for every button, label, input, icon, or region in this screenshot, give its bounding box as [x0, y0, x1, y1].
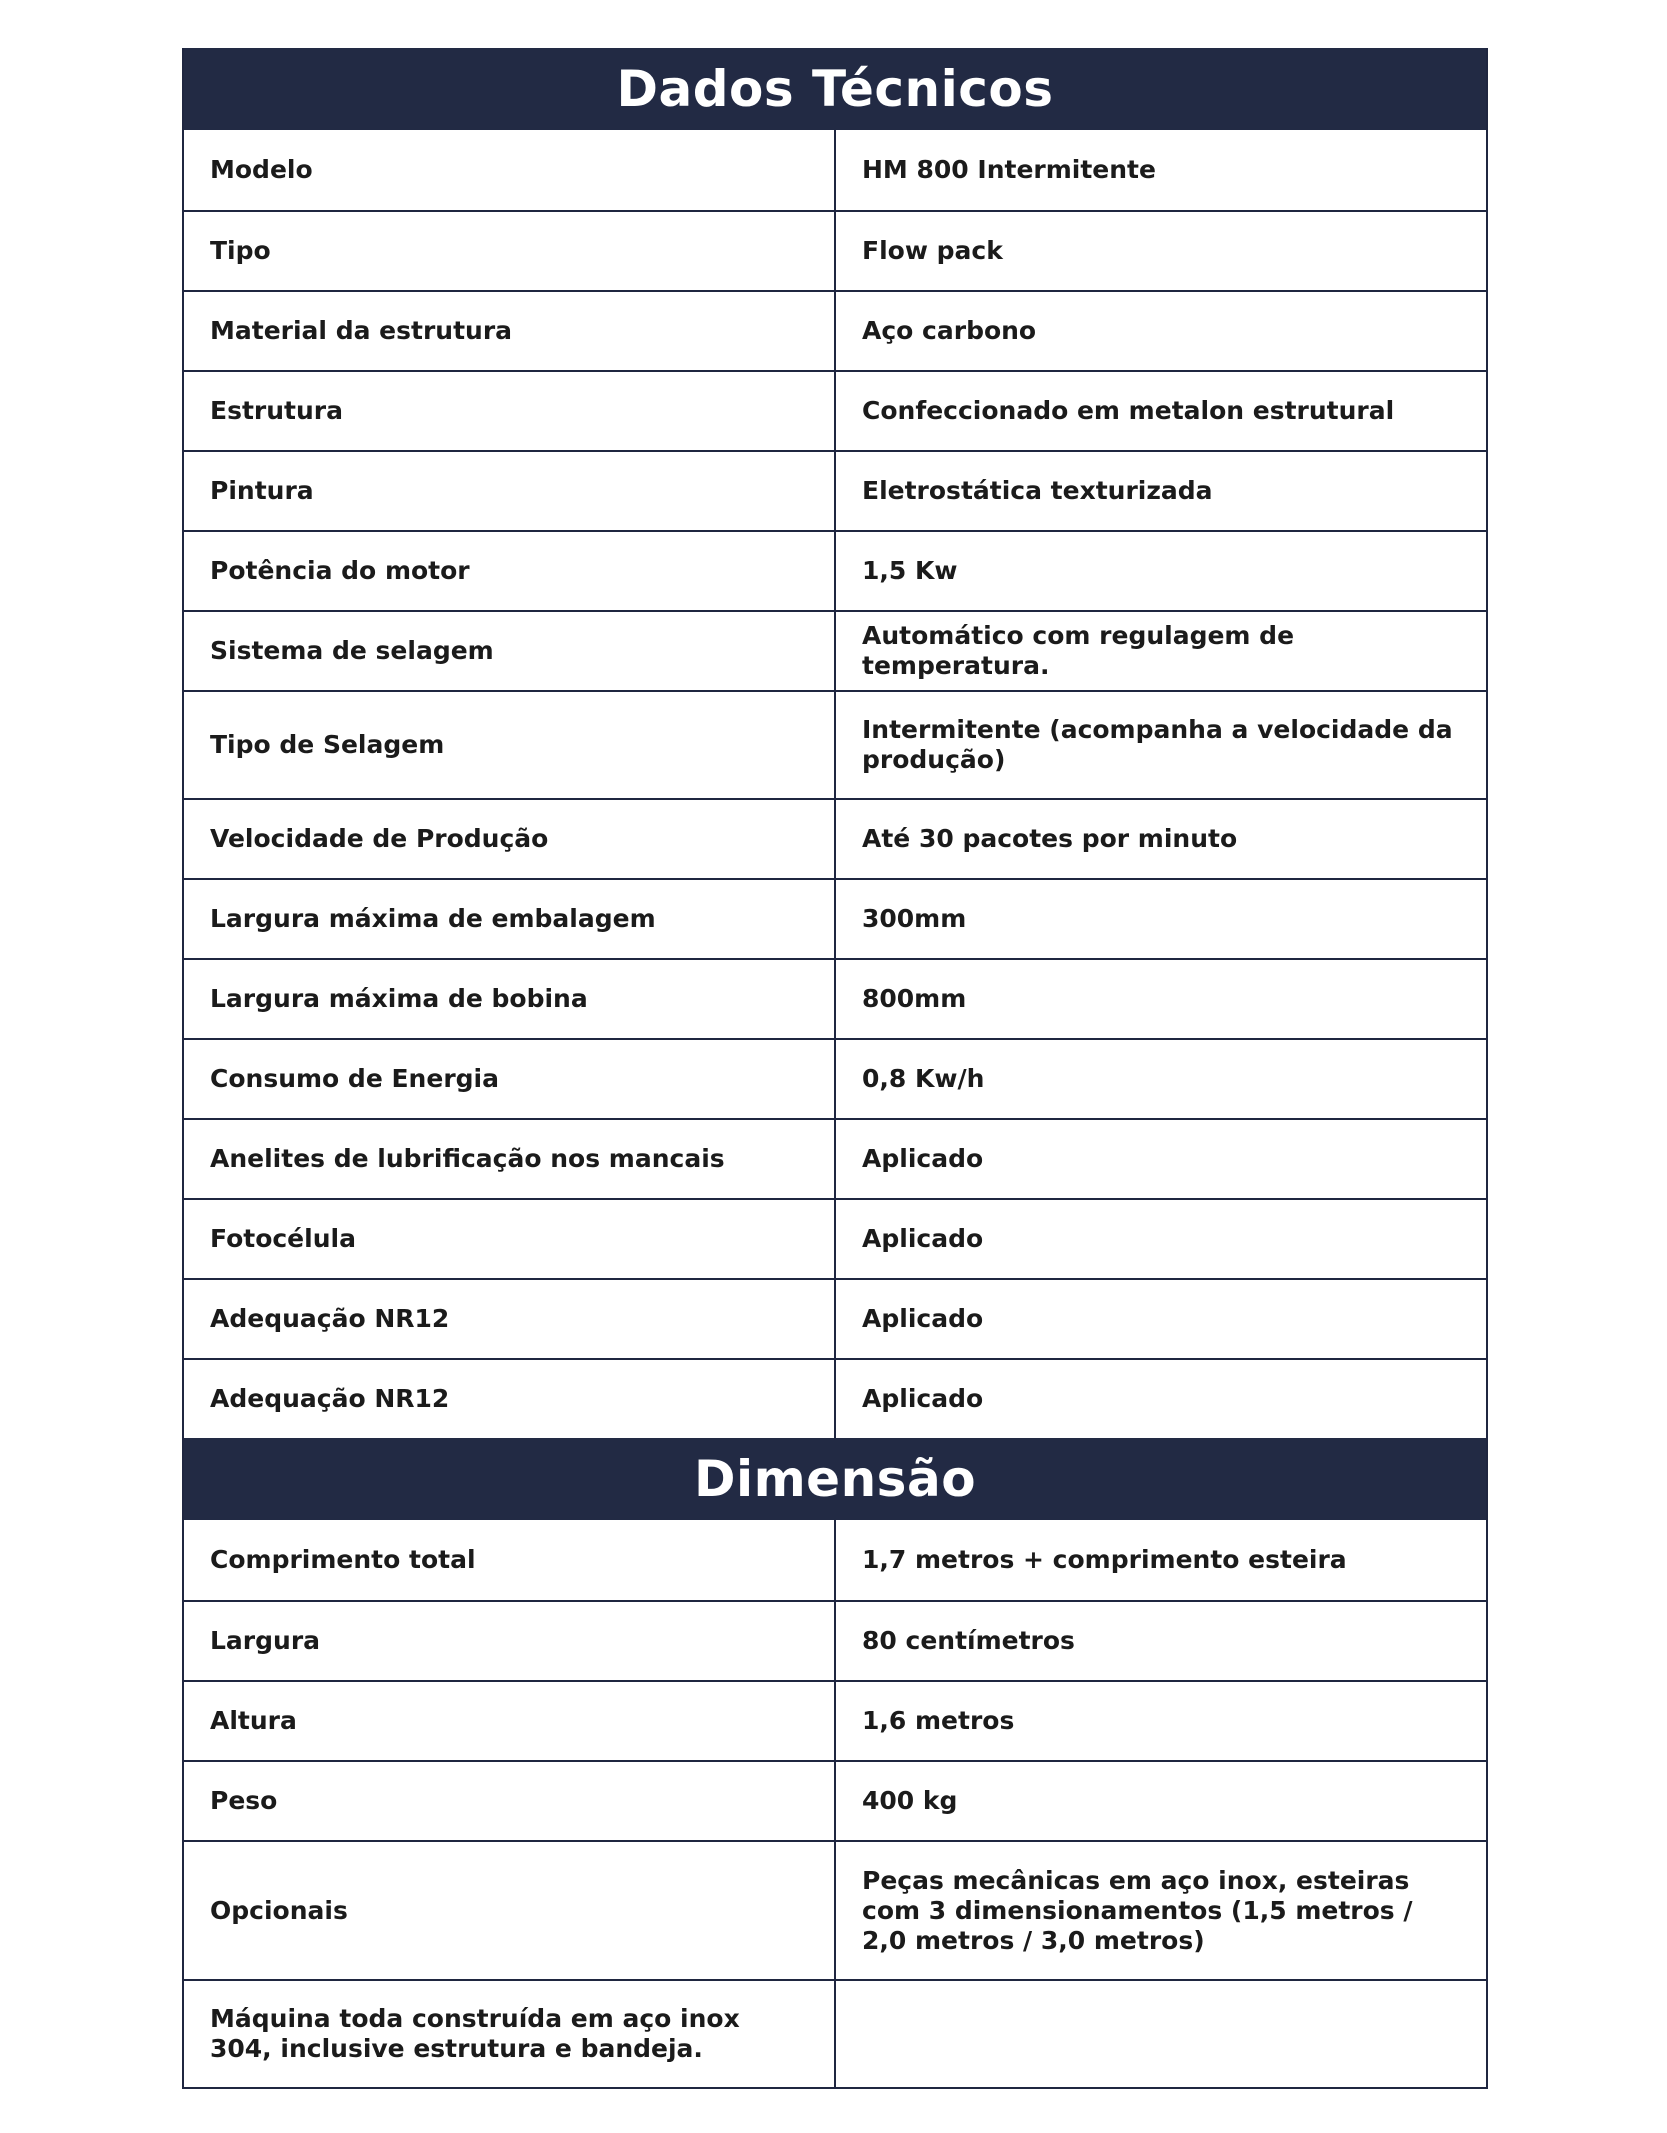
- row-label: Modelo: [184, 130, 836, 210]
- table-row: [184, 1520, 1486, 1600]
- table-row: [184, 958, 1486, 1038]
- row-label: Estrutura: [184, 372, 836, 450]
- row-label: Potência do motor: [184, 532, 836, 610]
- row-value: Aplicado: [862, 1144, 984, 1173]
- row-label: Largura máxima de embalagem: [184, 880, 836, 958]
- table-row: [184, 798, 1486, 878]
- table-row: [184, 450, 1486, 530]
- table-row: [184, 878, 1486, 958]
- table-row: [184, 1840, 1486, 1979]
- row-label: Altura: [184, 1682, 836, 1760]
- table-row: [184, 130, 1486, 210]
- row-value: Aplicado: [862, 1224, 984, 1253]
- row-label: Tipo: [184, 212, 836, 290]
- table-row: [184, 1278, 1486, 1358]
- row-value: 1,6 metros: [862, 1706, 1015, 1735]
- row-label: Largura máxima de bobina: [184, 960, 836, 1038]
- table-row: [184, 690, 1486, 798]
- table-row: [184, 610, 1486, 690]
- row-label: Material da estrutura: [184, 292, 836, 370]
- table-row: [184, 1979, 1486, 2087]
- row-value: Aplicado: [862, 1384, 984, 1413]
- row-label: Tipo de Selagem: [184, 692, 836, 798]
- row-label: Consumo de Energia: [184, 1040, 836, 1118]
- spec-sheet: [182, 48, 1488, 2089]
- row-label: Anelites de lubrificação nos mancais: [184, 1120, 836, 1198]
- row-label: Máquina toda construída em aço inox 304, inclusive estrutura e bandeja.: [184, 1981, 836, 2087]
- row-value: 400 kg: [862, 1786, 958, 1815]
- table-row: [184, 1118, 1486, 1198]
- row-label: Velocidade de Produção: [184, 800, 836, 878]
- table-row: [184, 1600, 1486, 1680]
- row-value: Aplicado: [862, 1304, 984, 1333]
- row-label: Pintura: [184, 452, 836, 530]
- section-title-dimension: Dimensão: [184, 1438, 1486, 1520]
- row-value: Flow pack: [862, 236, 1003, 265]
- row-value: 1,5 Kw: [862, 556, 958, 585]
- row-value: 0,8 Kw/h: [862, 1064, 985, 1093]
- table-row: [184, 370, 1486, 450]
- table-row: [184, 1680, 1486, 1760]
- row-value: Automático com regulagem de temperatura.: [862, 621, 1295, 680]
- row-label: Adequação NR12: [184, 1360, 836, 1438]
- row-value: 300mm: [862, 904, 967, 933]
- row-label: Largura: [184, 1602, 836, 1680]
- table-row: [184, 1760, 1486, 1840]
- row-value: Aço carbono: [862, 316, 1037, 345]
- row-value: 80 centímetros: [862, 1626, 1075, 1655]
- row-value: Intermitente (acompanha a velocidade da produção): [862, 715, 1453, 774]
- row-label: Peso: [184, 1762, 836, 1840]
- table-row: [184, 290, 1486, 370]
- row-value: Confeccionado em metalon estrutural: [862, 396, 1395, 425]
- table-row: [184, 1358, 1486, 1438]
- row-label: Opcionais: [184, 1842, 836, 1979]
- row-value: Peças mecânicas em aço inox, esteiras com 3 dimensionamentos (1,5 metros / 2,0 metros / 3,0 metros): [862, 1865, 1413, 1955]
- row-label: Fotocélula: [184, 1200, 836, 1278]
- section-title-tech: Dados Técnicos: [184, 48, 1486, 130]
- table-row: [184, 1198, 1486, 1278]
- row-value: HM 800 Intermitente: [862, 155, 1156, 184]
- table-row: [184, 210, 1486, 290]
- row-value: Até 30 pacotes por minuto: [862, 824, 1238, 853]
- table-row: [184, 1038, 1486, 1118]
- row-value: 800mm: [862, 984, 967, 1013]
- row-value: Eletrostática texturizada: [862, 476, 1213, 505]
- row-value: 1,7 metros + comprimento esteira: [862, 1545, 1347, 1574]
- row-label: Sistema de selagem: [184, 612, 836, 690]
- row-value: [836, 1981, 1486, 2087]
- table-row: [184, 530, 1486, 610]
- row-label: Comprimento total: [184, 1520, 836, 1600]
- row-label: Adequação NR12: [184, 1280, 836, 1358]
